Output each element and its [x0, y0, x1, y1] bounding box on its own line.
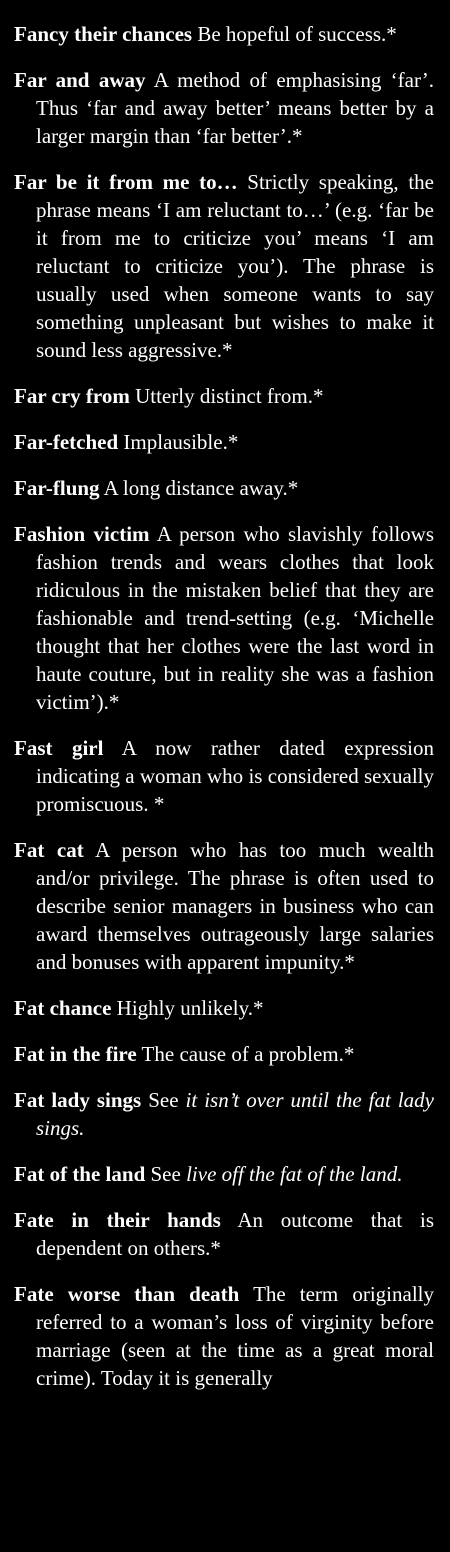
see-label: See [150, 1162, 181, 1186]
entry-term: Far-flung [14, 476, 100, 500]
entry-term: Far cry from [14, 384, 130, 408]
entry-definition: An outcome that is dependent on others.* [36, 1208, 434, 1260]
entry-term: Far-fetched [14, 430, 119, 454]
entry-definition: A method of emphasising ‘far’. Thus ‘far and away better’ means better by a larger margin than ‘far better’.* [36, 68, 435, 148]
entry-fate-in-their-hands [14, 1206, 434, 1262]
entry-definition: Strictly speaking, the phrase means ‘I am reluctant to…’ (e.g. ‘far be it from me to criticize you’ means ‘I am reluctant to criticize you’). The phrase is usually used when someone wants to say something unpleasant but wishes to make it sound less aggressive.* [36, 170, 434, 362]
cross-reference: live off the fat of the land. [186, 1162, 403, 1186]
entry-term: Fat in the fire [14, 1042, 137, 1066]
entry-term: Far be it from me to… [14, 170, 238, 194]
entry-far-cry-from [14, 382, 434, 410]
entry-fat-lady-sings [14, 1086, 434, 1142]
entry-definition: Be hopeful of success.* [197, 22, 397, 46]
entry-definition: Utterly distinct from.* [135, 384, 324, 408]
entry-term: Fat cat [14, 838, 84, 862]
cross-reference: it isn’t over until the fat lady sings. [36, 1088, 434, 1140]
entry-far-and-away [14, 66, 434, 150]
entry-fat-chance [14, 994, 434, 1022]
entry-definition: Implausible.* [123, 430, 239, 454]
entry-far-be-it-from-me [14, 168, 434, 364]
entry-far-fetched [14, 428, 434, 456]
entry-term: Fate worse than death [14, 1282, 240, 1306]
entry-definition: The term originally referred to a woman’s loss of virginity before marriage (seen at the time as a great moral crime). Today it is generally [36, 1282, 434, 1390]
entry-definition: A person who has too much wealth and/or privilege. The phrase is often used to describe senior managers in business who can award themselves outrageously large salaries and bonuses with apparent impunity.* [36, 838, 434, 974]
entry-fancy-their-chances [14, 20, 434, 48]
entry-definition: A long distance away.* [103, 476, 299, 500]
entry-fat-cat [14, 836, 434, 976]
see-label: See [148, 1088, 179, 1112]
entry-fate-worse-than-death [14, 1280, 434, 1392]
entry-term: Far and away [14, 68, 146, 92]
entry-fat-in-the-fire [14, 1040, 434, 1068]
entry-definition: A person who slavishly follows fashion trends and wears clothes that look ridiculous in the mistaken belief that they are fashionable and trend-setting (e.g. ‘Michelle thought that her clothes were the last word in haute couture, but in reality she was a fashion victim’).* [36, 522, 434, 714]
entry-term: Fast girl [14, 736, 104, 760]
entry-far-flung [14, 474, 434, 502]
entry-term: Fat lady sings [14, 1088, 142, 1112]
entry-fat-of-the-land [14, 1160, 434, 1188]
entry-term: Fate in their hands [14, 1208, 221, 1232]
entry-fashion-victim [14, 520, 434, 716]
entry-term: Fancy their chances [14, 22, 193, 46]
entry-definition: A now rather dated expression indicating a woman who is considered sexually promiscuous. * [36, 736, 435, 816]
entry-term: Fat chance [14, 996, 112, 1020]
entry-fast-girl [14, 734, 434, 818]
entry-term: Fat of the land [14, 1162, 146, 1186]
entry-term: Fashion victim [14, 522, 150, 546]
entry-definition: Highly unlikely.* [116, 996, 264, 1020]
entry-definition: The cause of a problem.* [141, 1042, 355, 1066]
